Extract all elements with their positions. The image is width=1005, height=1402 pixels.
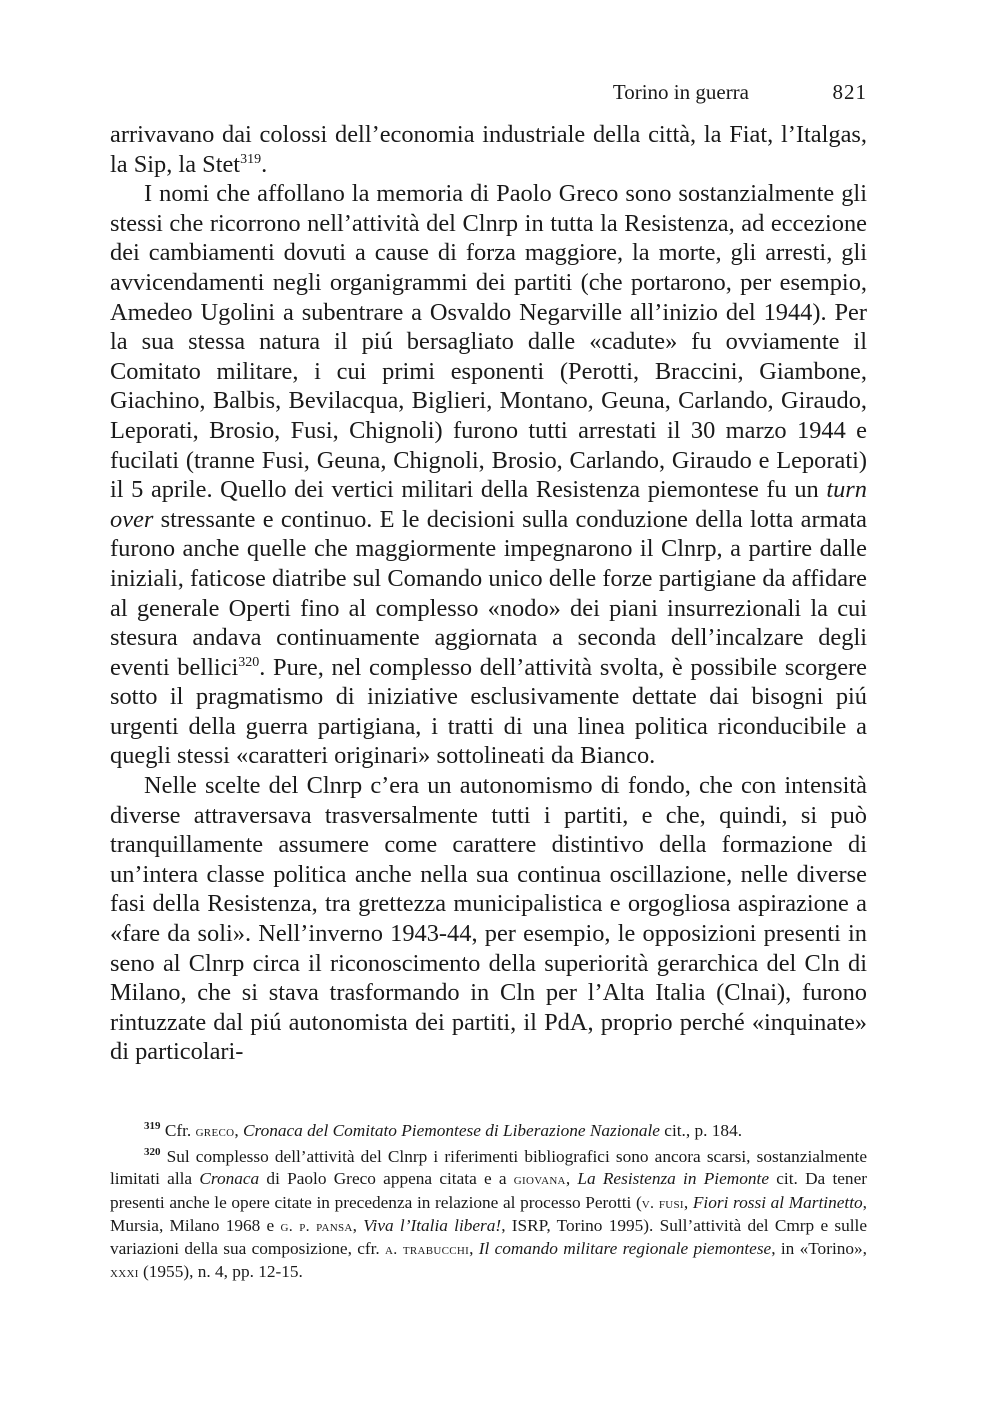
author-name: giovana [513, 1171, 566, 1189]
author-name: v. fusi [641, 1194, 684, 1212]
book-title: Fiori rossi al Martinetto [692, 1192, 863, 1212]
running-title: Torino in guerra [612, 80, 749, 104]
book-title: La Resistenza in Piemonte [577, 1169, 769, 1189]
book-title: Cronaca [199, 1169, 260, 1189]
footnote-number: 320 [144, 1146, 161, 1159]
book-title: Viva l’Italia libera! [363, 1215, 502, 1235]
article-title: Il comando militare regionale piemontese [478, 1239, 772, 1259]
running-header [110, 80, 867, 108]
paragraph-3: Nelle scelte del Clnrp c’era un autonomismo di fondo, che con intensità diverse attraversava trasversalmente tutti i partiti, e che, quindi, si può tranquillamente assumere come carattere distintivo della formazione di un’intera classe politica anche nella sua continua oscillazione, nelle diverse fasi della Resistenza, tra grettezza municipalistica e orgogliosa aspirazione a «fare da soli». Nell’inverno 1943-44, per esempio, le opposizioni presenti in seno al Clnrp circa il riconoscimento della superiorità gerarchica del Cln di Milano, che si stava trasformando in Cln per l’Alta Italia (Clnai), furono rintuzzate dal piú autonomista dei partiti, il PdA, proprio perché «inquinate» di particolari- [110, 772, 867, 1066]
book-title: Cronaca del Comitato Piemontese di Liberazione Nazionale [242, 1121, 660, 1140]
paragraph-2: I nomi che affollano la memoria di Paolo Greco sono sostanzialmente gli stessi che ricorrono nell’attività del Clnrp in tutta la Resistenza, ad eccezione dei cambiamenti dovuti a cause di forza maggiore, la morte, gli arresti, gli avvicendamenti negli organigrammi dei partiti (che portarono, per esempio, Amedeo Ugolini a subentrare a Osvaldo Negarville all’inizio del 1944). Per la sua stessa natura il piú bersagliato dalle «cadute» fu ovviamente il Comitato militare, i cui primi esponenti (Perotti, Braccini, Giambone, Giachino, Balbis, Bevilacqua, Biglieri, Montano, Geuna, Carlando, Giraudo, Leporati, Brosio, Fusi, Chignoli) furono tutti arrestati il 30 marzo 1944 e fucilati (tranne Fusi, Geuna, Chignoli, Brosio, Carlando, Giraudo e Leporati) il 5 aprile. Quello dei vertici militari della Resistenza piemontese fu un turn over stressante e continuo. E le decisioni sulla conduzione della lotta armata furono anche quelle che maggiormente impegnarono il Clnrp, a partire dalle iniziali, faticose diatribe sul Comando unico delle forze partigiane da affidare al generale Operti fino al complesso «nodo» dei piani insurrezionali la cui stesura andava continuamente aggiornata a seconda dell’incalzare degli eventi bellici$^{320}$. Pure, nel complesso dell’attività svolta, è possibile scorgere sotto il pragmatismo di iniziative esclusivamente dettate dai bisogni piú urgenti della guerra partigiana, i tratti di una linea politica riconducibile a quegli stessi «caratteri originari» sottolineati da Bianco. [110, 180, 867, 770]
author-name: a. trabucchi [385, 1241, 470, 1259]
footnote-ref-319[interactable]: 319 [240, 151, 262, 167]
footnote-319: $^{319}$ Cfr. greco, Cronaca del Comitato Piemontese di Liberazione Nazionale cit., p. 184. [144, 1120, 743, 1140]
paragraph-1: arrivavano dai colossi dell’economia industriale della città, la Fiat, l’Italgas, la Sip, la Stet$^{319}$. [110, 121, 867, 178]
volume-number: xxxi [110, 1264, 139, 1282]
main-text [110, 120, 867, 1067]
italic-phrase: turn over [110, 476, 867, 533]
footnote-ref-320[interactable]: 320 [238, 654, 260, 670]
footnotes [110, 1120, 867, 1287]
footnote-320: $^{320}$ Sul complesso dell’attività del Clnrp i riferimenti bibliografici sono ancora scarsi, sostanzialmente limitati alla Cronaca di Paolo Greco appena citata e a giovana, La Resistenza in Piemonte cit. Da tener presenti anche le opere citate in precedenza in relazione al processo Perotti (v. fusi, Fiori rossi al Martinetto, Mursia, Milano 1968 e g. p. pansa, Viva l’Italia libera!, ISRP, Torino 1995). Sull’attività del Cmrp e sulle variazioni della sua composizione, cfr. a. trabucchi, Il comando militare regionale piemontese, in «Torino», xxxi (1955), n. 4, pp. 12-15. [110, 1146, 868, 1282]
author-name: g. p. pansa [280, 1217, 353, 1235]
page-number: 821 [832, 80, 867, 104]
footnote-number: 319 [144, 1120, 161, 1133]
author-name: greco [195, 1123, 235, 1140]
